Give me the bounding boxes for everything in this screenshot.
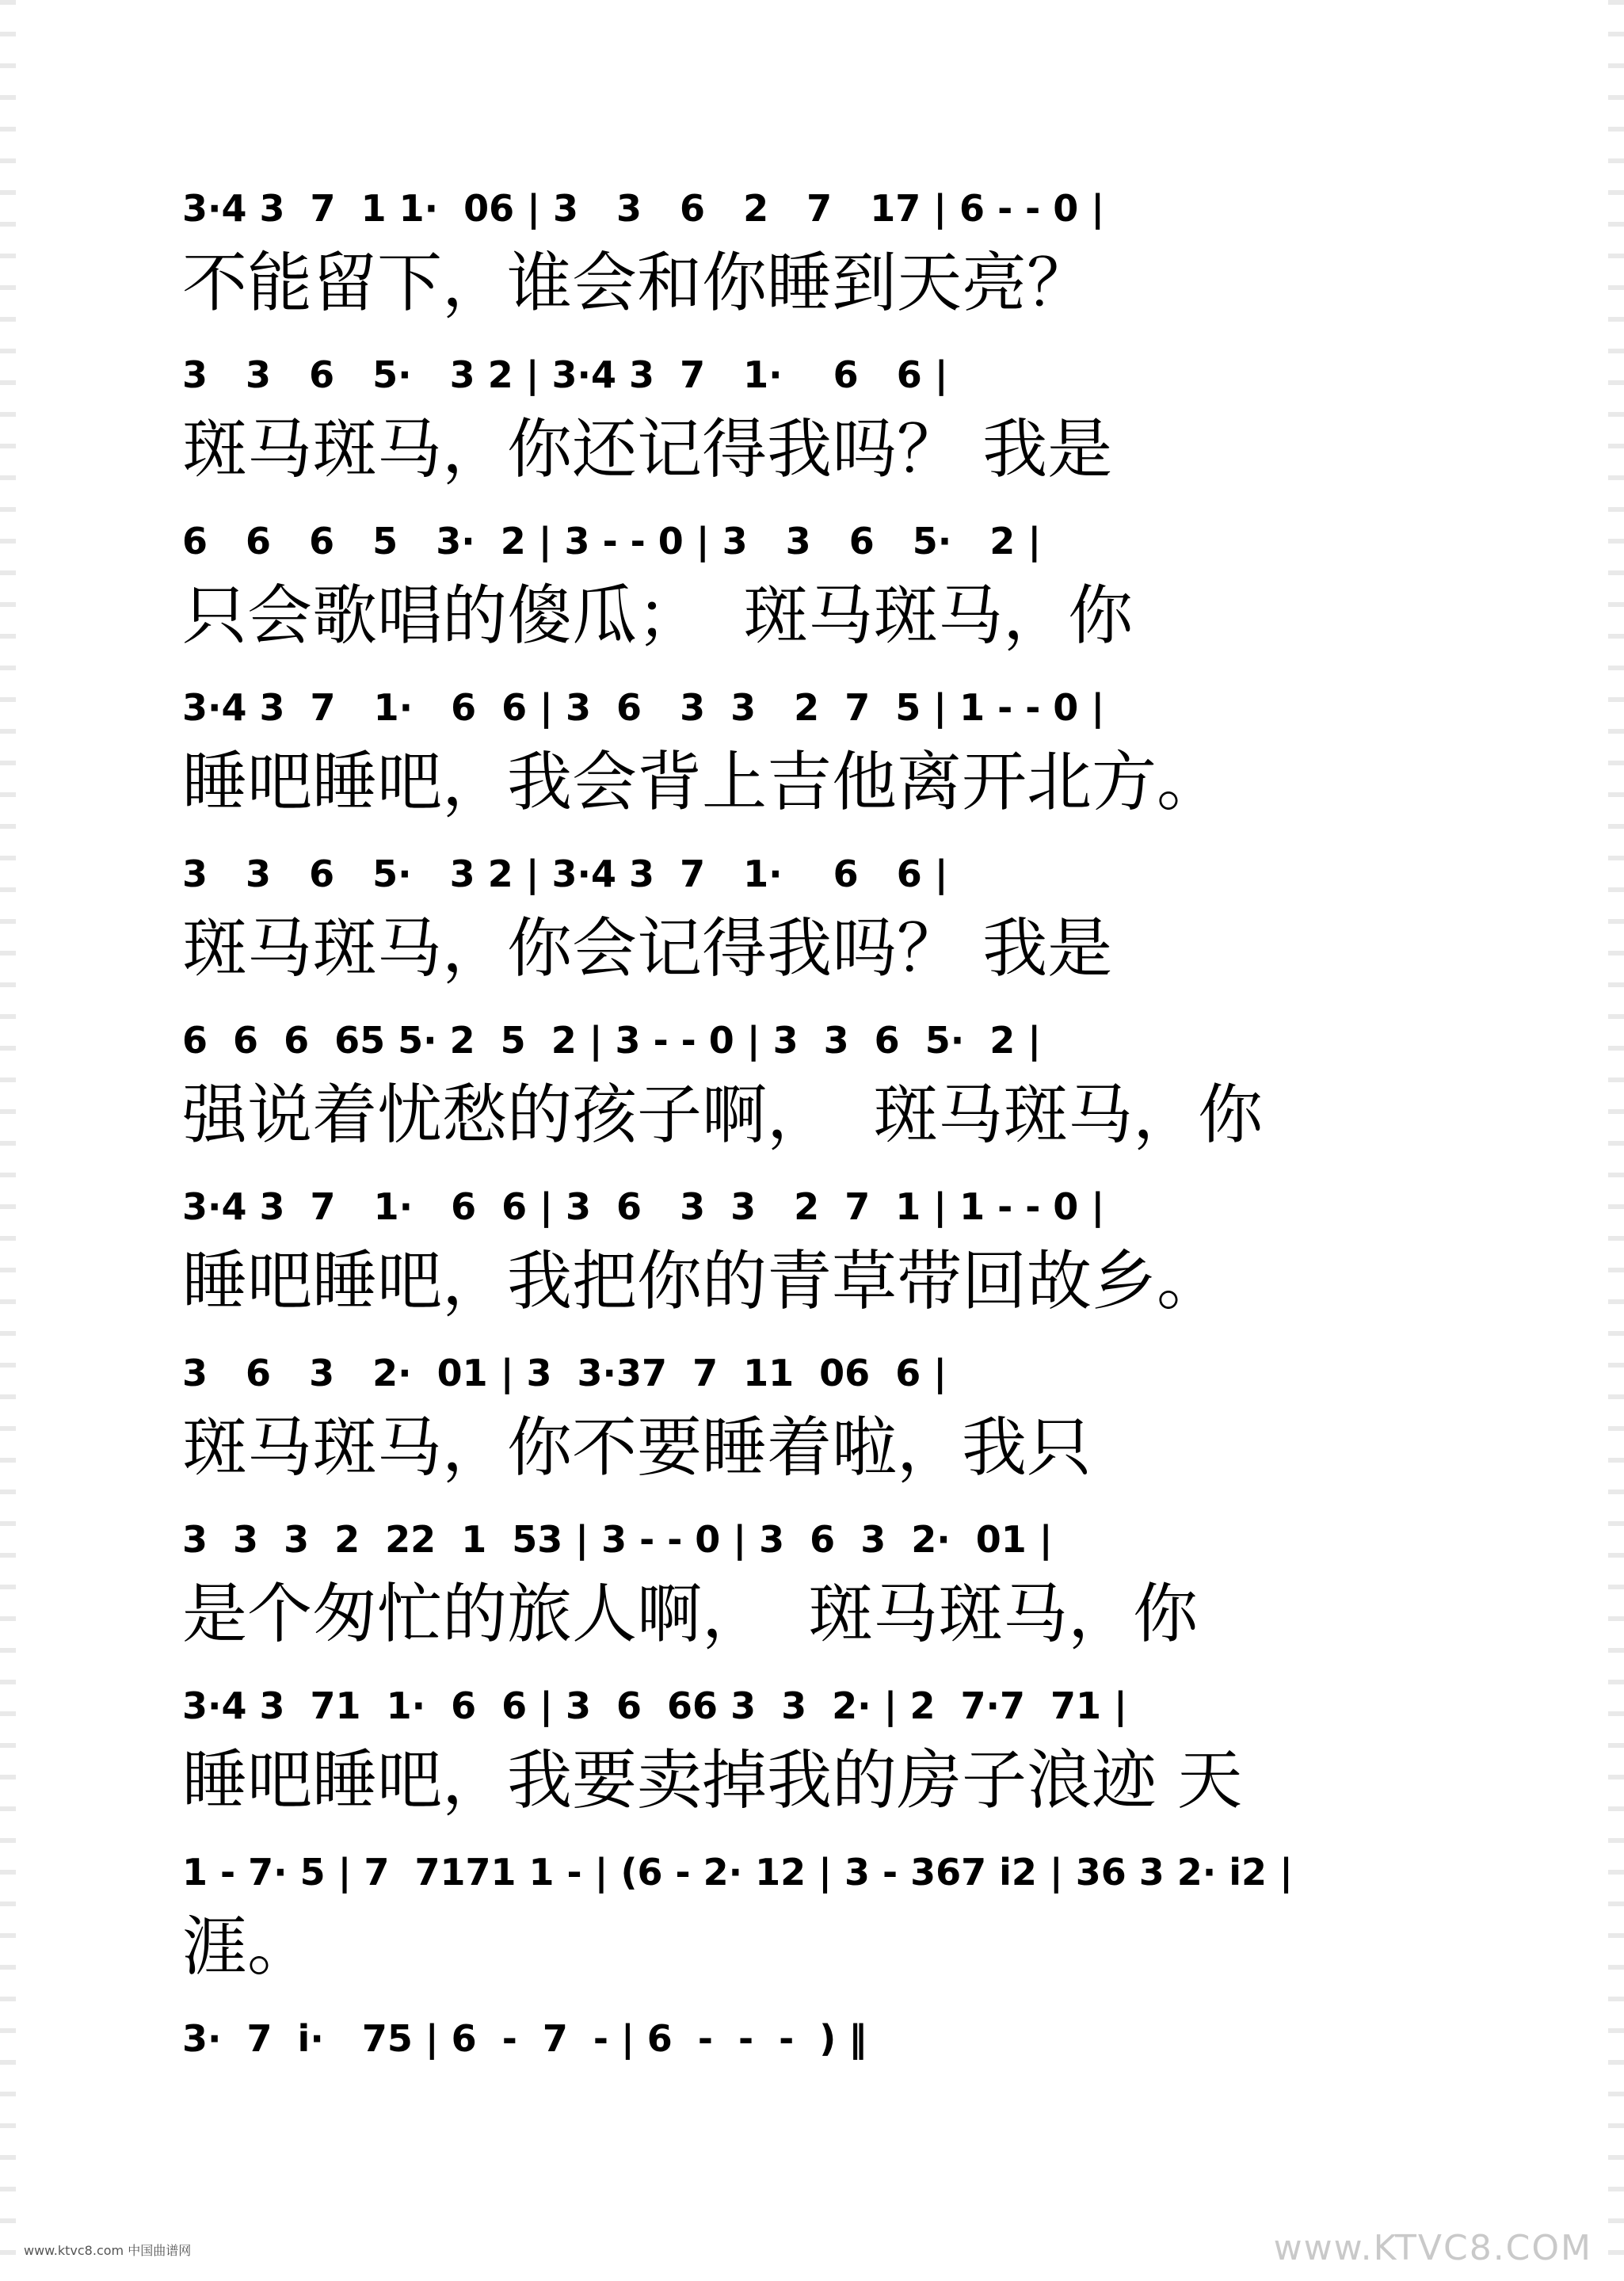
lyrics-text: 是个匆忙的旅人啊， 斑马斑马，你 (182, 1576, 1199, 1652)
lyrics-row (182, 895, 1466, 990)
lyrics-text: 睡吧睡吧，我会背上吉他离开北方。 (182, 744, 1222, 820)
score-line-1 (182, 158, 1466, 325)
numbered-notation-row (182, 158, 1466, 230)
numbered-notation-row (182, 1822, 1466, 1894)
lyrics-text: 斑马斑马，你还记得我吗？ 我是 (182, 411, 1113, 487)
score-line-6 (182, 990, 1466, 1157)
notation-text: 3 6 3 2· 01 | 3 3·37 7 11 06 6 | (182, 1352, 947, 1394)
footer-watermark: www.KTVC8.COM (1273, 2228, 1592, 2268)
lyrics-row (182, 2060, 1466, 2155)
notation-text: 6 6 6 65 5· 2 5 2 | 3 - - 0 | 3 3 6 5· 2 | (182, 1019, 1042, 1062)
right-margin-watermark (1608, 0, 1624, 2281)
lyrics-text: 只会歌唱的傻瓜； 斑马斑马，你 (182, 578, 1134, 654)
lyrics-text: 涯。 (182, 1909, 313, 1985)
lyrics-row (182, 1894, 1466, 1989)
notation-text: 6 6 6 5 3· 2 | 3 - - 0 | 3 3 6 5· 2 | (182, 520, 1042, 563)
lyrics-row (182, 1561, 1466, 1656)
notation-text: 3· 7 i· 75 | 6 - 7 - | 6 - - - ) ‖ (182, 2017, 867, 2060)
score-line-9 (182, 1490, 1466, 1656)
lyrics-row (182, 396, 1466, 491)
numbered-notation-row (182, 990, 1466, 1062)
numbered-notation-row (182, 1490, 1466, 1561)
numbered-notation-row (182, 325, 1466, 396)
lyrics-row (182, 230, 1466, 325)
sheet-music-score (182, 158, 1466, 2155)
lyrics-text: 睡吧睡吧，我把你的青草带回故乡。 (182, 1243, 1222, 1319)
lyrics-row (182, 1394, 1466, 1490)
numbered-notation-row (182, 1157, 1466, 1228)
left-margin-watermark (0, 0, 16, 2281)
score-line-5 (182, 824, 1466, 990)
notation-text: 3·4 3 71 1· 6 6 | 3 6 66 3 3 2· | 2 7·7 71 | (182, 1684, 1127, 1727)
score-line-4 (182, 658, 1466, 824)
notation-text: 3·4 3 7 1· 6 6 | 3 6 3 3 2 7 5 | 1 - - 0 | (182, 686, 1105, 729)
notation-text: 3·4 3 7 1 1· 06 | 3 3 6 2 7 17 | 6 - - 0 | (182, 187, 1105, 230)
numbered-notation-row (182, 1323, 1466, 1394)
numbered-notation-row (182, 658, 1466, 729)
numbered-notation-row (182, 491, 1466, 563)
lyrics-text: 强说着忧愁的孩子啊， 斑马斑马，你 (182, 1077, 1264, 1153)
numbered-notation-row (182, 824, 1466, 895)
score-line-3 (182, 491, 1466, 658)
lyrics-text: 睡吧睡吧，我要卖掉我的房子浪迹 天 (182, 1742, 1243, 1818)
score-line-2 (182, 325, 1466, 491)
score-line-7 (182, 1157, 1466, 1323)
lyrics-row (182, 563, 1466, 658)
notation-text: 1 - 7· 5 | 7 7171 1 - | (6 - 2· 12 | 3 - 367 i2 | 36 3 2· i2 | (182, 1851, 1293, 1894)
lyrics-row (182, 729, 1466, 824)
lyrics-row (182, 1727, 1466, 1822)
lyrics-text: 斑马斑马，你会记得我吗？ 我是 (182, 910, 1113, 986)
footer-site-label: www.ktvc8.com 中国曲谱网 (24, 2243, 192, 2258)
notation-text: 3 3 6 5· 3 2 | 3·4 3 7 1· 6 6 | (182, 353, 948, 396)
notation-text: 3 3 6 5· 3 2 | 3·4 3 7 1· 6 6 | (182, 853, 948, 895)
lyrics-row (182, 1228, 1466, 1323)
score-line-8 (182, 1323, 1466, 1490)
numbered-notation-row (182, 1656, 1466, 1727)
notation-text: 3 3 3 2 22 1 53 | 3 - - 0 | 3 6 3 2· 01 | (182, 1518, 1053, 1561)
score-line-11 (182, 1822, 1466, 1989)
lyrics-text: 斑马斑马，你不要睡着啦，我只 (182, 1409, 1092, 1486)
score-line-10 (182, 1656, 1466, 1822)
notation-text: 3·4 3 7 1· 6 6 | 3 6 3 3 2 7 1 | 1 - - 0 | (182, 1185, 1105, 1228)
lyrics-row (182, 1062, 1466, 1157)
lyrics-text: 不能留下，谁会和你睡到天亮？ (182, 245, 1092, 321)
numbered-notation-row (182, 1989, 1466, 2060)
score-line-12 (182, 1989, 1466, 2155)
